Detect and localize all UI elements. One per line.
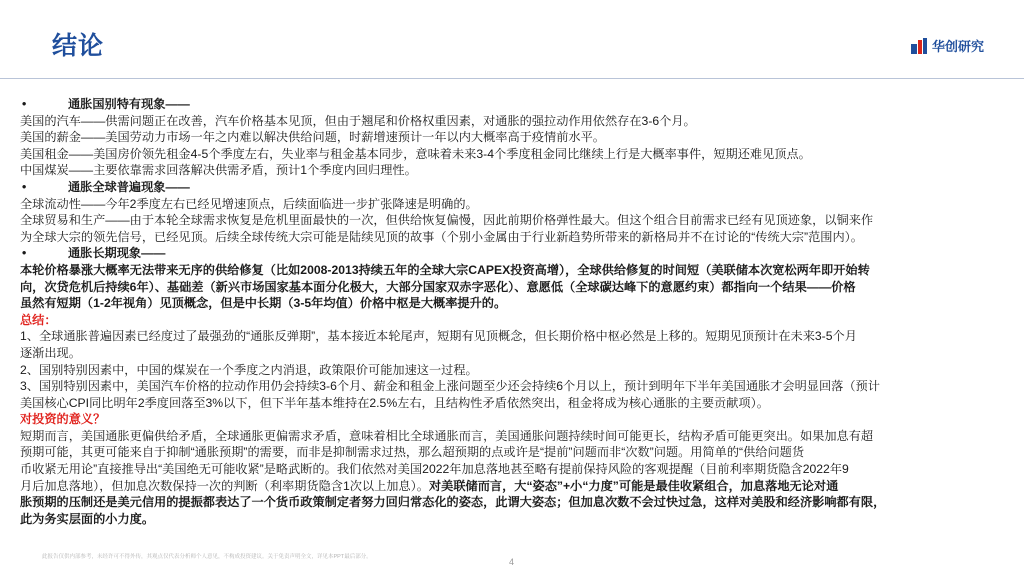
paragraph-line: 美国租金——美国房价领先租金4-5个季度左右，失业率与租金基本同步，意味着未来3-4个季度租金同比继续上行是大概率事件，短期还难见顶点。 — [20, 146, 811, 161]
paragraph-line: 中国煤炭——主要依靠需求回落解决供需矛盾，预计1个季度内回归理性。 — [20, 163, 417, 178]
paragraph-line: 3、国别特别因素中，美国汽车价格的拉动作用仍会持续3-6个月、薪金和租金上涨问题至少还会持续6个月以上，预计到明年下半年美国通胀才会明显回落（预计 — [20, 379, 880, 394]
paragraph-line: 美国核心CPI同比明年2季度回落至3%以下，但下半年基本维持在2.5%左右，且结构性矛盾依然突出，租金将成为核心通胀的主要贡献项）。 — [20, 395, 769, 410]
brand-name: 华创研究 — [931, 39, 984, 54]
section-heading — [20, 179, 1012, 196]
paragraph-line: 全球贸易和生产——由于本轮全球需求恢复是危机里面最快的一次，但供给恢复偏慢，因此前期价格弹性最大。但这个组合目前需求已经有见顶迹象，以铜来作 — [20, 213, 874, 228]
paragraph-line: 虽然有短期（1-2年视角）见顶概念，但是中长期（3-5年均值）价格中枢是大概率提升的。 — [20, 296, 507, 311]
bullet-icon: • — [22, 246, 27, 261]
paragraph-line: 为全球大宗的领先信号，已经见顶。后续全球传统大宗可能是陆续见顶的故事（个别小金属由于行业新趋势所带来的新格局并不在讨论的“传统大宗”范围内）。 — [20, 229, 863, 244]
paragraph-line: 此为务实层面的小力度。 — [20, 511, 155, 526]
paragraph-line: 美国的汽车——供需问题正在改善，汽车价格基本见顶，但由于翘尾和价格权重因素，对通胀的强拉动作用依然存在3-6个月。 — [20, 113, 696, 128]
paragraph-line — [20, 478, 1012, 495]
paragraph-line: 币收紧无用论”直接推导出“美国绝无可能收紧”是略武断的。我们依然对美国2022年加息落地甚至略有提前保持风险的客观提醒（目前利率期货隐含2022年9 — [20, 462, 849, 477]
footer-disclaimer: 此报告仅供内部参考，未经许可不得外传，其观点仅代表分析师个人意见，不构成投资建议。关于免责声明全文，详见本PPT最后部分。 — [42, 554, 372, 560]
summary-label: 总结： — [20, 312, 57, 327]
paragraph-line: 短期而言，美国通胀更偏供给矛盾，全球通胀更偏需求矛盾，意味着相比全球通胀而言，美国通胀问题持续时间可能更长，结构矛盾可能更突出。如果加息有超 — [20, 428, 874, 443]
paragraph-text: 月后加息落地），但加息次数保持一次的判断（利率期货隐含1次以上加息）。 — [20, 478, 429, 493]
bullet-icon: • — [22, 97, 27, 111]
paragraph-line: 1、全球通胀普遍因素已经度过了最强劲的“通胀反弹期”，基本接近本轮尾声，短期有见顶概念，但长期价格中枢必然是上移的。短期见顶预计在未来3-5个月 — [20, 329, 857, 344]
investment-label: 对投资的意义？ — [20, 412, 106, 427]
paragraph-line: 2、国别特别因素中，中国的煤炭在一个季度之内消退，政策限价可能加速这一过程。 — [20, 362, 478, 377]
paragraph-text-bold: 对美联储而言，大“姿态”+小“力度”可能是最佳收紧组合，加息落地无论对通 — [428, 478, 839, 493]
paragraph-line: 全球流动性——今年2季度左右已经见增速顶点，后续面临进一步扩张降速是明确的。 — [20, 196, 478, 211]
brand-logo-icon — [911, 38, 927, 54]
main-content — [20, 96, 1012, 527]
brand-logo — [911, 36, 984, 55]
section-heading-text: 通胀国别特有现象—— — [68, 97, 190, 111]
section-heading-text: 通胀长期现象—— — [68, 246, 166, 261]
paragraph-line: 美国的薪金——美国劳动力市场一年之内难以解决供给问题，时薪增速预计一年以内大概率高于疫情前水平。 — [20, 130, 605, 145]
bullet-icon: • — [22, 179, 27, 194]
header-divider — [0, 78, 1024, 79]
paragraph-line: 本轮价格暴涨大概率无法带来无序的供给修复（比如2008-2013持续五年的全球大宗CAPEX投资高增），全球供给修复的时间短（美联储本次宽松两年即开始转 — [20, 262, 870, 277]
paragraph-line: 胀预期的压制还是美元信用的提振都表达了一个货币政策制定者努力回归常态化的姿态，此谓大姿态；但加息次数不会过快过急，这样对美股和经济影响都有限， — [20, 495, 886, 510]
section-heading — [20, 245, 1012, 262]
page-title: 结论 — [52, 32, 105, 60]
paragraph-line: 向，次贷危机后持续6年）、基础差（新兴市场国家基本面分化极大，大部分国家双赤字恶化）、意愿低（全球碳达峰下的意愿约束）都指向一个结果——价格 — [20, 279, 856, 294]
section-heading — [20, 96, 1012, 113]
section-heading-text: 通胀全球普遍现象—— — [68, 179, 190, 194]
paragraph-line: 预期可能，其更可能来自于抑制“通胀预期”的需要，而非是抑制需求过热，那么超预期的点或许是“提前”问题而非“次数”问题。用简单的“供给问题货 — [20, 445, 805, 460]
paragraph-line: 逐渐出现。 — [20, 345, 81, 360]
page-number: 4 — [509, 557, 515, 567]
